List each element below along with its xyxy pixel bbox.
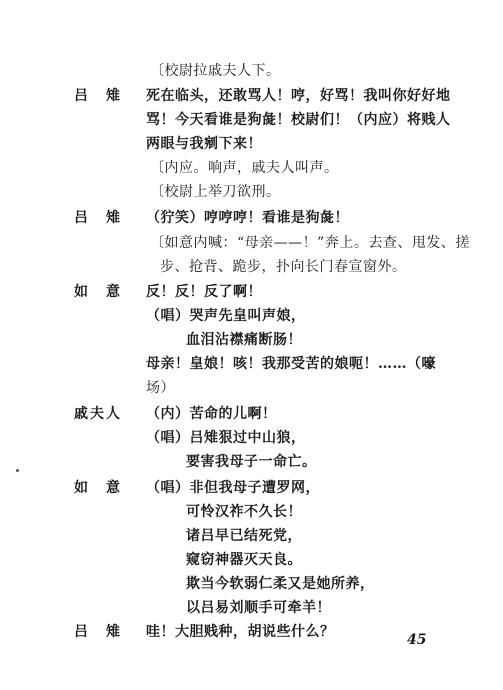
dialogue-line: 血泪沾襟痛断肠！ [186, 332, 302, 348]
speaker-name: 如 意 [74, 480, 122, 496]
dialogue-line: 〔校尉拉戚夫人下。 [150, 63, 281, 79]
dialogue-line: 〔内应。响声，戚夫人叫声。 [150, 160, 339, 176]
speaker-name: 吕 雉 [74, 624, 122, 640]
dialogue-line: （唱）吕雉狠过中山狼， [146, 430, 306, 446]
dialogue-line: 以吕易刘顺手可牵羊！ [186, 600, 331, 616]
dialogue-line: 哇！大胆贱种，胡说些什么？ [146, 624, 335, 640]
dialogue-line: 欺当今软弱仁柔又是她所养， [186, 576, 375, 592]
page-number: 45 [407, 632, 427, 648]
dialogue-line: 步、抢背、跪步，扑向长门春宣窗外。 [160, 259, 407, 275]
dialogue-line: 母亲！皇娘！咳！我那受苦的娘呃！……（嚎 [146, 356, 436, 372]
dialogue-line: （唱）哭声先皇叫声娘， [146, 308, 306, 324]
dialogue-line: 要害我母子一命亡。 [186, 454, 317, 470]
dialogue-line: 窥窃神器灭天良。 [186, 552, 302, 568]
dialogue-line: 反！反！反了啊！ [146, 284, 262, 300]
speaker-name: 吕 雉 [74, 210, 122, 226]
dialogue-line: 骂！今天看谁是狗彘！校尉们！（内应）将贱人 [146, 112, 451, 128]
speaker-name: 吕 雉 [74, 88, 122, 104]
dialogue-line: 可怜汉祚不久长！ [186, 504, 302, 520]
speaker-name: 如 意 [74, 284, 122, 300]
scan-speck [16, 469, 19, 472]
dialogue-line: 两眼与我剜下来！ [146, 136, 262, 152]
dialogue-line: 〔校尉上举刀欲刑。 [150, 184, 281, 200]
dialogue-line: 场） [146, 380, 175, 396]
dialogue-line: 〔如意内喊：“母亲——！”奔上。去查、甩发、搓 [150, 235, 470, 251]
dialogue-line: （狞笑）哼哼哼！看谁是狗彘！ [146, 210, 349, 226]
dialogue-line: 诸吕早已结死党， [186, 528, 302, 544]
dialogue-line: 死在临头，还敢骂人！哼，好骂！我叫你好好地 [146, 88, 451, 104]
dialogue-line: （内）苦命的儿啊！ [146, 406, 277, 422]
dialogue-line: （唱）非但我母子遭罗网， [146, 480, 320, 496]
speaker-name: 戚夫人 [74, 406, 122, 422]
